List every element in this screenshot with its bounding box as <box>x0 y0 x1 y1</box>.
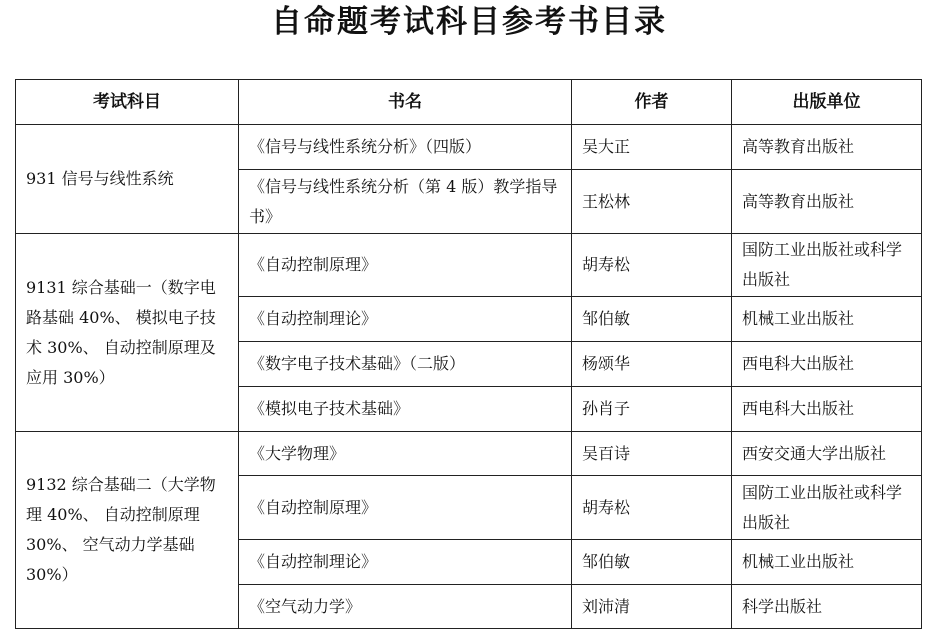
table-row <box>16 234 922 297</box>
subject-cell: 9131 综合基础一（数字电路基础 40%、 模拟电子技术 30%、 自动控制原理及应用 30%） <box>16 234 239 432</box>
book-title-cell: 《空气动力学》 <box>239 585 572 629</box>
header-publisher: 出版单位 <box>732 80 922 125</box>
header-subject: 考试科目 <box>16 80 239 125</box>
publisher-cell: 国防工业出版社或科学出版社 <box>732 476 922 540</box>
publisher-cell: 机械工业出版社 <box>732 540 922 585</box>
book-title-cell: 《模拟电子技术基础》 <box>239 387 572 432</box>
author-cell: 胡寿松 <box>572 476 732 540</box>
table-header <box>16 80 922 125</box>
author-cell: 吴百诗 <box>572 432 732 476</box>
book-title-cell: 《数字电子技术基础》（二版） <box>239 342 572 387</box>
book-title-cell: 《自动控制原理》 <box>239 234 572 297</box>
table-row <box>16 432 922 476</box>
header-row <box>16 80 922 125</box>
author-cell: 吴大正 <box>572 125 732 170</box>
publisher-cell: 国防工业出版社或科学出版社 <box>732 234 922 297</box>
publisher-cell: 西电科大出版社 <box>732 387 922 432</box>
publisher-cell: 西安交通大学出版社 <box>732 432 922 476</box>
header-book: 书名 <box>239 80 572 125</box>
book-title-cell: 《信号与线性系统分析》（四版） <box>239 125 572 170</box>
book-title-cell: 《信号与线性系统分析（第 4 版）教学指导书》 <box>239 170 572 234</box>
book-title-cell: 《自动控制原理》 <box>239 476 572 540</box>
author-cell: 王松林 <box>572 170 732 234</box>
reference-book-table <box>15 79 922 629</box>
book-title-cell: 《自动控制理论》 <box>239 540 572 585</box>
subject-cell: 9132 综合基础二（大学物理 40%、 自动控制原理 30%、 空气动力学基础 30%） <box>16 432 239 629</box>
author-cell: 胡寿松 <box>572 234 732 297</box>
publisher-cell: 西电科大出版社 <box>732 342 922 387</box>
book-title-cell: 《自动控制理论》 <box>239 297 572 342</box>
publisher-cell: 科学出版社 <box>732 585 922 629</box>
author-cell: 刘沛清 <box>572 585 732 629</box>
book-title-cell: 《大学物理》 <box>239 432 572 476</box>
publisher-cell: 高等教育出版社 <box>732 125 922 170</box>
publisher-cell: 机械工业出版社 <box>732 297 922 342</box>
author-cell: 孙肖子 <box>572 387 732 432</box>
table-body <box>16 125 922 629</box>
publisher-cell: 高等教育出版社 <box>732 170 922 234</box>
author-cell: 邹伯敏 <box>572 540 732 585</box>
subject-cell: 931 信号与线性系统 <box>16 125 239 234</box>
header-author: 作者 <box>572 80 732 125</box>
page-title: 自命题考试科目参考书目录 <box>271 4 667 40</box>
author-cell: 杨颂华 <box>572 342 732 387</box>
author-cell: 邹伯敏 <box>572 297 732 342</box>
table-row <box>16 125 922 170</box>
